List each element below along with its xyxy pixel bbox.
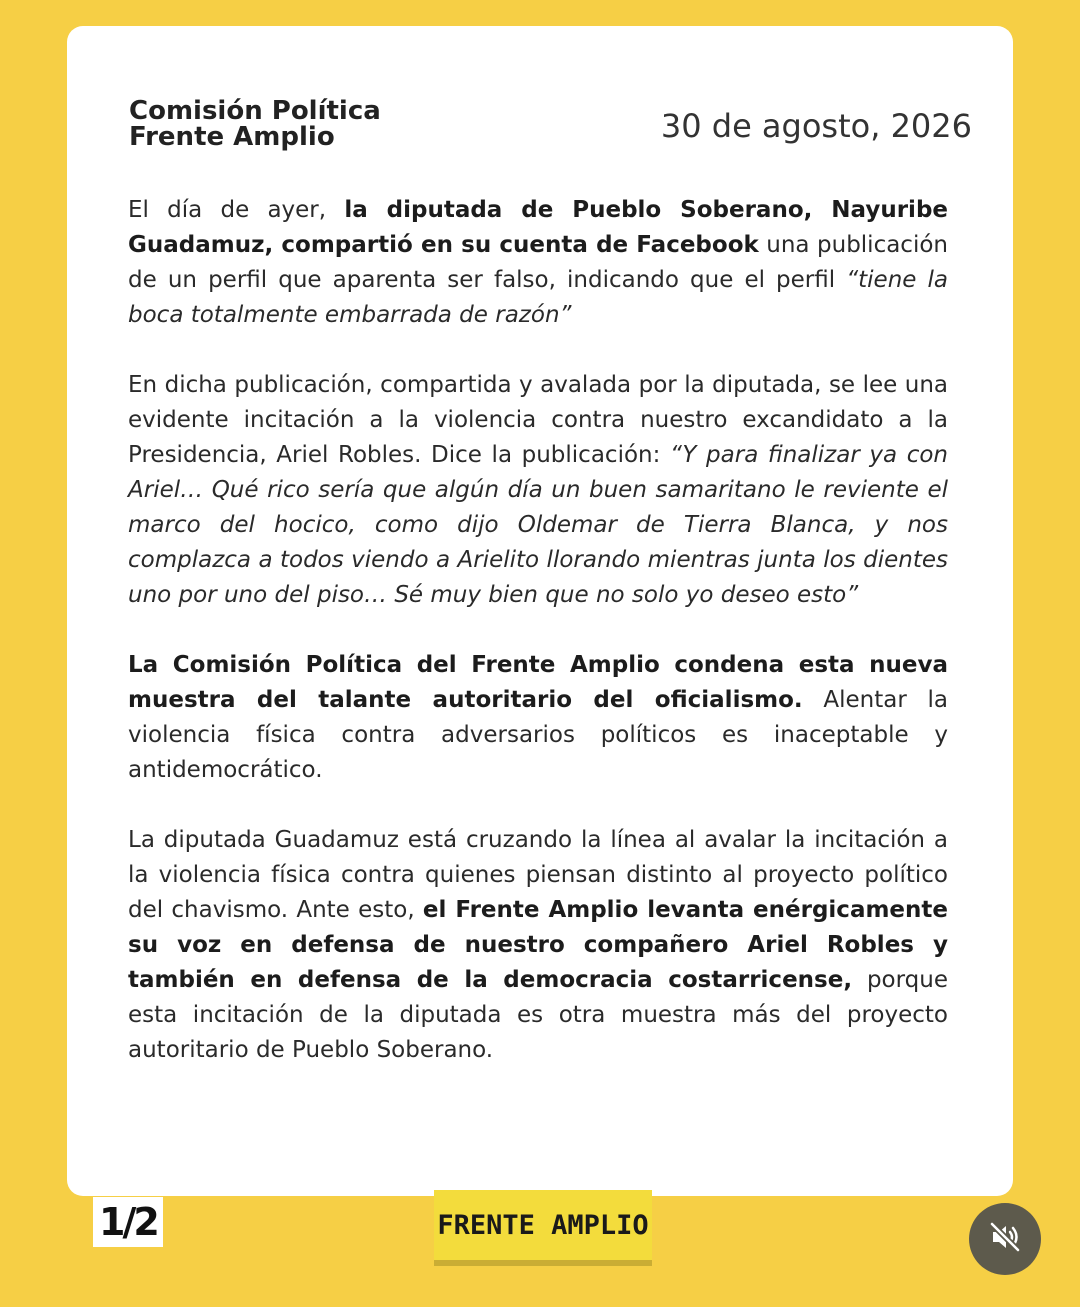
statement-date: 30 de agosto, 2026 xyxy=(660,107,972,145)
paragraph-4 xyxy=(128,823,948,1068)
page-indicator: 1/2 xyxy=(93,1197,163,1247)
paragraph-3-bold-1: La Comisión Política del Frente Amplio condena esta nueva muestra del talante autoritario del oficialismo. xyxy=(128,652,948,713)
organization-line-2: Frente Amplio xyxy=(129,122,335,152)
paragraph-3-text-1: Alentar la violencia física contra adversarios políticos es inaceptable y antidemocrático. xyxy=(128,687,948,783)
mute-button[interactable] xyxy=(969,1203,1041,1275)
statement-card xyxy=(67,26,1013,1196)
organization-line-1: Comisión Política xyxy=(129,96,381,126)
paragraph-3 xyxy=(128,648,948,788)
paragraph-4-text-1: La diputada Guadamuz está cruzando la línea al avalar la incitación a la violencia física contra quienes piensan distinto al proyecto político del chavismo. Ante esto, xyxy=(128,827,948,923)
organization-name xyxy=(129,98,381,150)
frente-amplio-logo xyxy=(434,1190,652,1260)
paragraph-4-bold-1: el Frente Amplio levanta enérgicamente su voz en defensa de nuestro compañero Ariel Robles y también en defensa de la democracia costarricense, xyxy=(128,897,948,993)
paragraph-1-text-2: una publicación de un perfil que aparenta ser falso, indicando que el perfil xyxy=(128,232,948,293)
paragraph-2-text-1: En dicha publicación, compartida y avalada por la diputada, se lee una evidente incitación a la violencia contra nuestro excandidato a la Presidencia, Ariel Robles. Dice la publicación: xyxy=(128,372,948,468)
speaker-muted-icon xyxy=(985,1217,1025,1261)
paragraph-4-text-2: porque esta incitación de la diputada es otra muestra más del proyecto autoritario de Pueblo Soberano. xyxy=(128,967,948,1063)
brand-label: FRENTE AMPLIO xyxy=(437,1209,649,1241)
paragraph-1-bold-1: la diputada de Pueblo Soberano, Nayuribe Guadamuz, compartió en su cuenta de Facebook xyxy=(128,197,949,258)
paragraph-1-text-1: El día de ayer, xyxy=(128,197,345,223)
statement-body xyxy=(128,193,948,1068)
paragraph-1-quote: “tiene la boca totalmente embarrada de razón” xyxy=(128,267,949,328)
paragraph-2-quote: “Y para finalizar ya con Ariel… Qué rico sería que algún día un buen samaritano le reviente el marco del hocico, como dijo Oldemar de Tierra Blanca, y nos complazca a todos viendo a Arielito llorando mientras junta los dientes uno por uno del piso… Sé muy bien que no solo yo deseo esto” xyxy=(128,442,948,608)
paragraph-2 xyxy=(128,368,948,613)
paragraph-1 xyxy=(128,193,948,333)
